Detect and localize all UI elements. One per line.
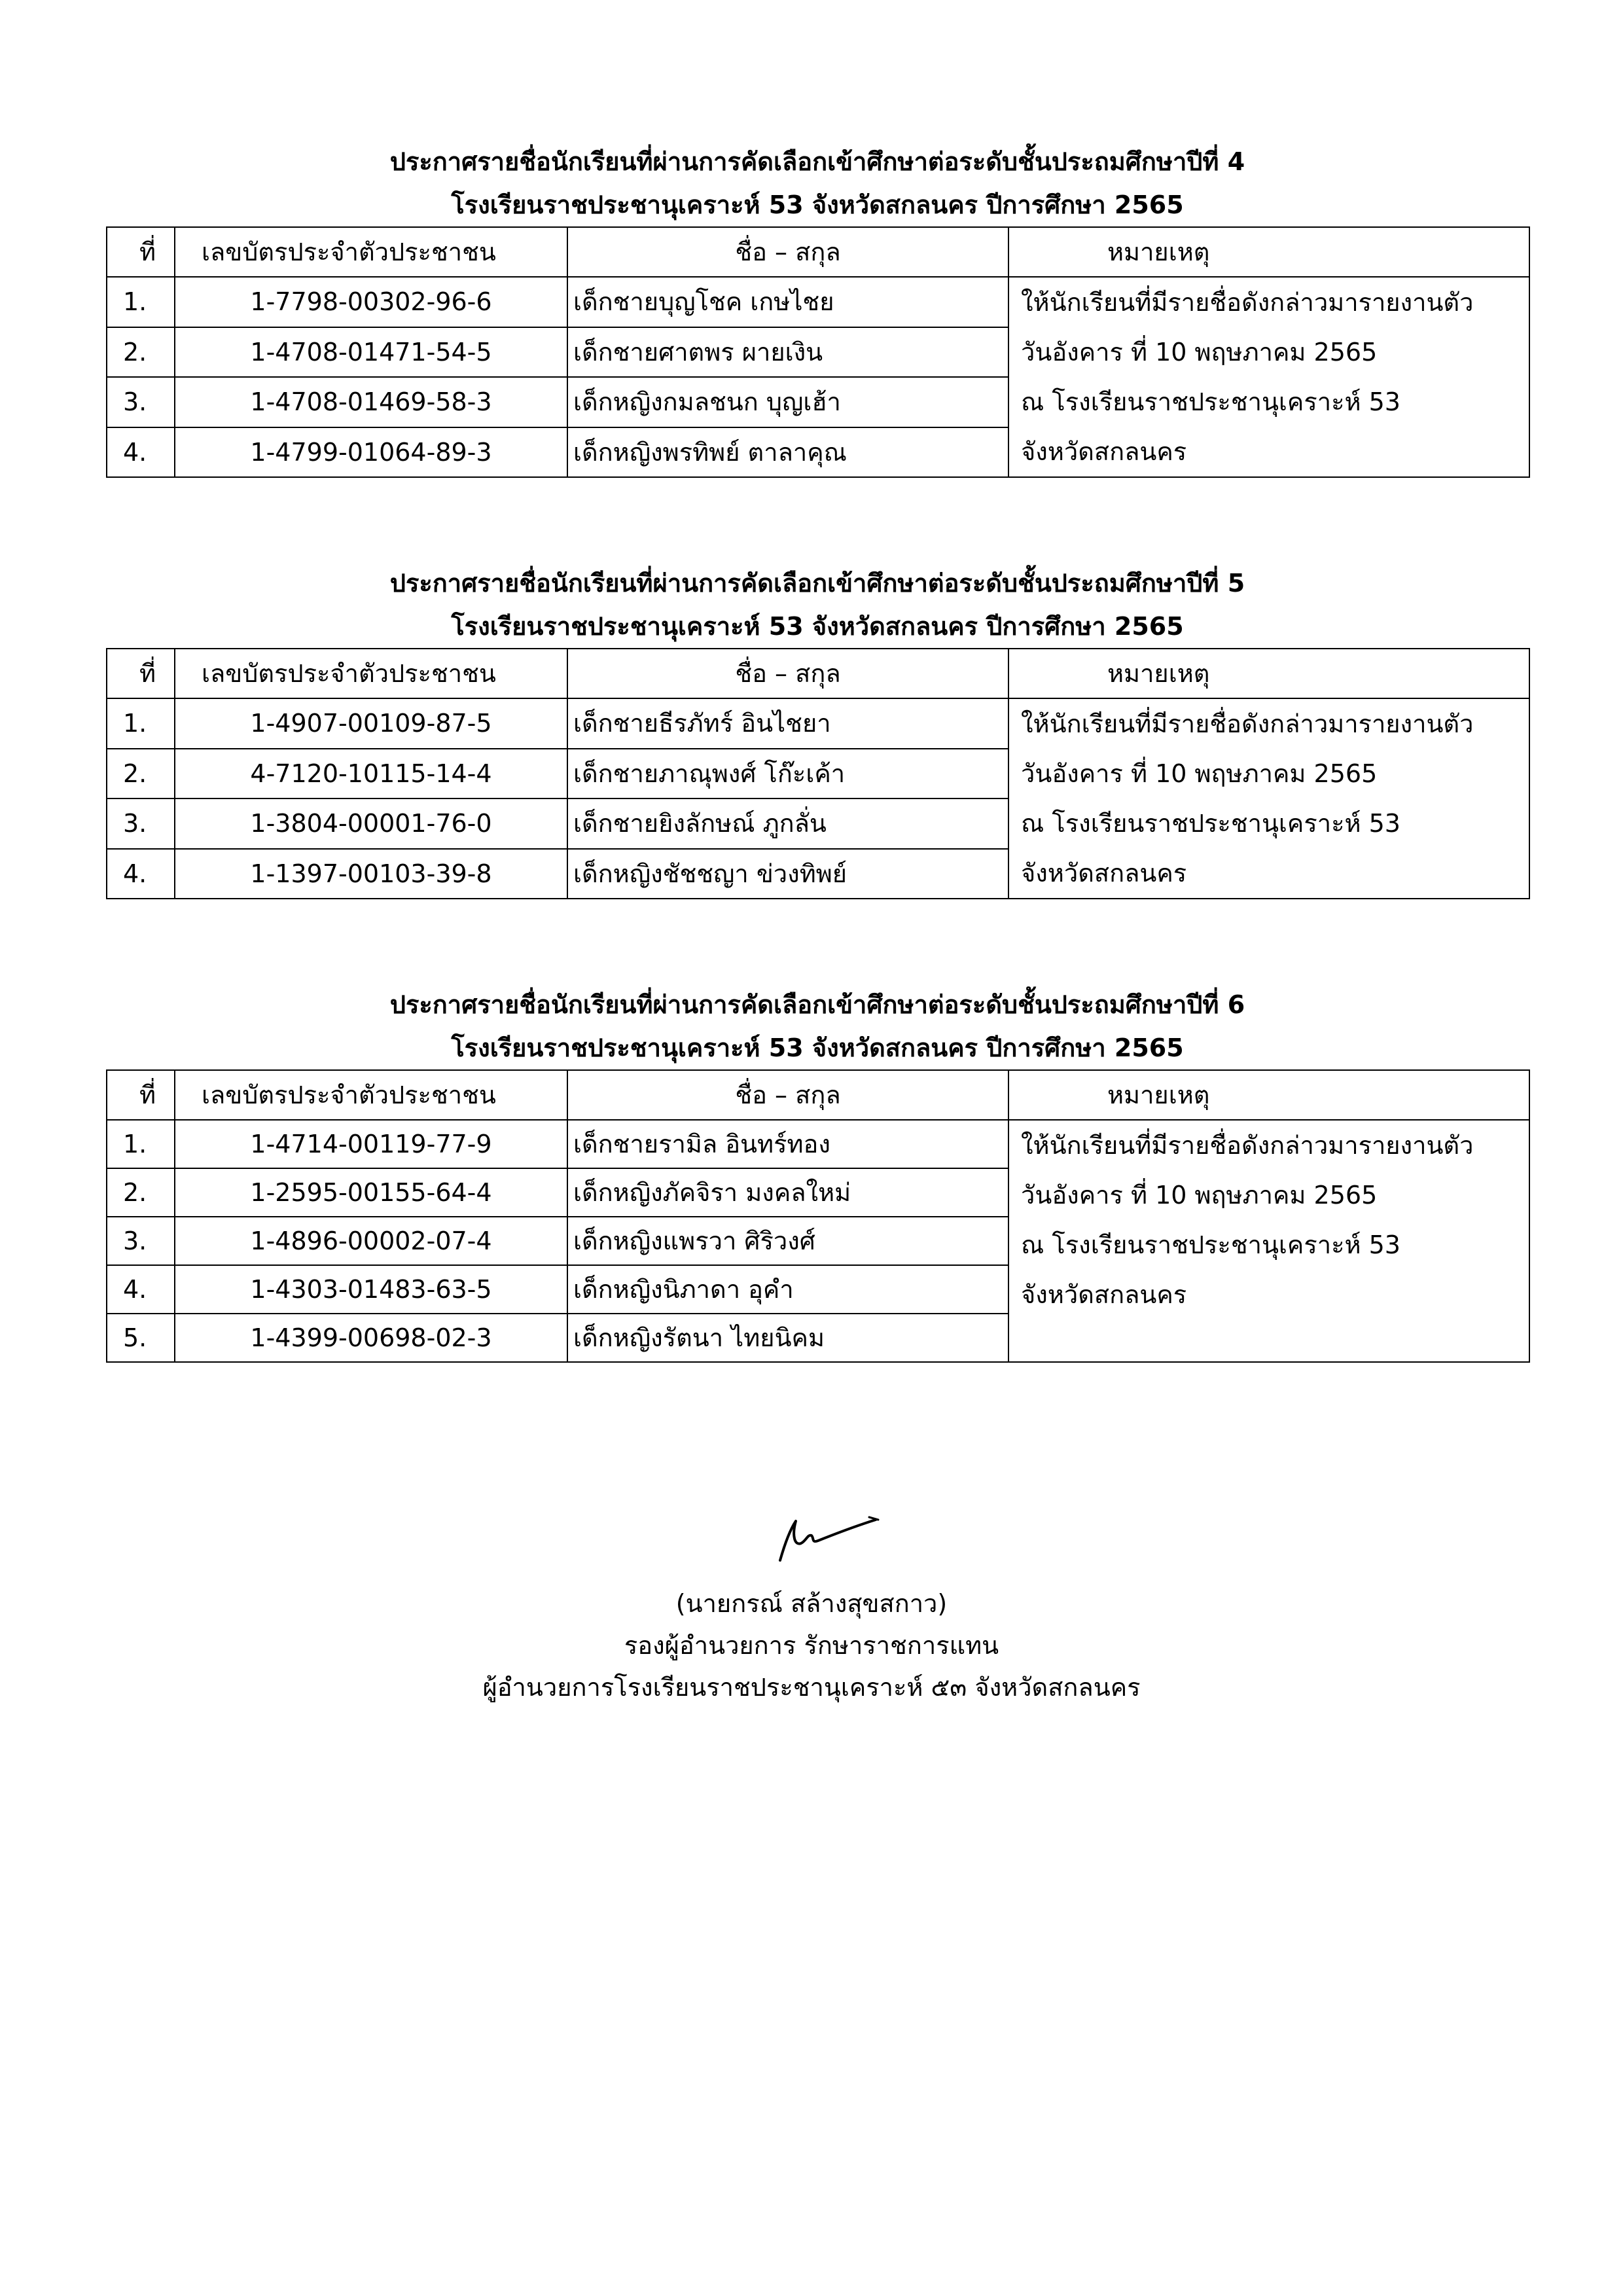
remark-line: วันอังคาร ที่ 10 พฤษภาคม 2565 [1021, 759, 1378, 788]
row-number: 2. [107, 749, 175, 799]
row-id: 4-7120-10115-14-4 [175, 749, 567, 799]
signer-name: (นายกรณ์ สล้างสุขสกาว) [675, 1589, 948, 1618]
remark-line: จังหวัดสกลนคร [1021, 1280, 1187, 1309]
row-name: เด็กชายยิงลักษณ์ ภูกลั่น [567, 798, 1008, 849]
row-id: 1-7798-00302-96-6 [175, 277, 567, 327]
header-remark: หมายเหตุ [1008, 649, 1529, 698]
remark-line: ให้นักเรียนที่มีรายชื่อดังกล่าวมารายงานตัว [1021, 288, 1474, 317]
row-number: 3. [107, 377, 175, 427]
row-number: 5. [107, 1314, 175, 1362]
header-name: ชื่อ – สกุล [567, 227, 1008, 277]
row-name: เด็กชายธีรภัทร์ อินไชยา [567, 698, 1008, 749]
remark-line: จังหวัดสกลนคร [1021, 437, 1187, 466]
row-name: เด็กหญิงพรทิพย์ ตาลาคุณ [567, 427, 1008, 478]
row-name: เด็กหญิงภัคจิรา มงคลใหม่ [567, 1168, 1008, 1217]
row-number: 4. [107, 427, 175, 478]
section-subtitle: โรงเรียนราชประชานุเคราะห์ 53 จังหวัดสกลนคร ปีการศึกษา 2565 [451, 190, 1184, 219]
row-number: 1. [107, 698, 175, 749]
signature-block [0, 1583, 1623, 1708]
row-number: 2. [107, 327, 175, 378]
section-grade-6 [106, 983, 1529, 1363]
remark-line: ให้นักเรียนที่มีรายชื่อดังกล่าวมารายงานตัว [1021, 1131, 1474, 1160]
remark-line: ณ โรงเรียนราชประชานุเคราะห์ 53 [1021, 387, 1400, 416]
header-no: ที่ [107, 227, 175, 277]
row-number: 2. [107, 1168, 175, 1217]
table-header-row [107, 1070, 1529, 1120]
row-id: 1-4303-01483-63-5 [175, 1265, 567, 1314]
table-row [107, 698, 1529, 749]
header-no: ที่ [107, 1070, 175, 1120]
header-no: ที่ [107, 649, 175, 698]
row-name: เด็กชายภาณุพงศ์ โก๊ะเค้า [567, 749, 1008, 799]
table-row [107, 277, 1529, 327]
row-id: 1-4714-00119-77-9 [175, 1120, 567, 1168]
row-id: 1-4896-00002-07-4 [175, 1217, 567, 1265]
table-row [107, 1120, 1529, 1168]
signer-position: รองผู้อำนวยการ รักษาราชการแทน [624, 1631, 999, 1660]
row-id: 1-4708-01471-54-5 [175, 327, 567, 378]
row-number: 3. [107, 1217, 175, 1265]
remark-line: ณ โรงเรียนราชประชานุเคราะห์ 53 [1021, 1230, 1400, 1259]
row-name: เด็กหญิงรัตนา ไทยนิคม [567, 1314, 1008, 1362]
row-name: เด็กหญิงนิภาดา อุคำ [567, 1265, 1008, 1314]
row-number: 1. [107, 277, 175, 327]
remark-line: จังหวัดสกลนคร [1021, 859, 1187, 888]
table-header-row [107, 227, 1529, 277]
handwritten-signature [766, 1503, 883, 1568]
row-name: เด็กชายศาตพร ผายเงิน [567, 327, 1008, 378]
student-table [106, 226, 1530, 478]
section-title: ประกาศรายชื่อนักเรียนที่ผ่านการคัดเลือกเข้าศึกษาต่อระดับชั้นประถมศึกษาปีที่ 5 [389, 569, 1245, 598]
section-title: ประกาศรายชื่อนักเรียนที่ผ่านการคัดเลือกเข้าศึกษาต่อระดับชั้นประถมศึกษาปีที่ 6 [389, 990, 1245, 1019]
header-id: เลขบัตรประจำตัวประชาชน [175, 649, 567, 698]
header-name: ชื่อ – สกุล [567, 649, 1008, 698]
section-subtitle: โรงเรียนราชประชานุเคราะห์ 53 จังหวัดสกลนคร ปีการศึกษา 2565 [451, 1033, 1184, 1062]
header-id: เลขบัตรประจำตัวประชาชน [175, 1070, 567, 1120]
row-id: 1-3804-00001-76-0 [175, 798, 567, 849]
remark-line: ให้นักเรียนที่มีรายชื่อดังกล่าวมารายงานตัว [1021, 709, 1474, 738]
row-id: 1-4708-01469-58-3 [175, 377, 567, 427]
section-title: ประกาศรายชื่อนักเรียนที่ผ่านการคัดเลือกเข้าศึกษาต่อระดับชั้นประถมศึกษาปีที่ 4 [389, 147, 1245, 176]
header-name: ชื่อ – สกุล [567, 1070, 1008, 1120]
remark-cell [1008, 1120, 1529, 1362]
row-name: เด็กชายรามิล อินทร์ทอง [567, 1120, 1008, 1168]
remark-cell [1008, 698, 1529, 899]
row-id: 1-1397-00103-39-8 [175, 849, 567, 899]
row-id: 1-2595-00155-64-4 [175, 1168, 567, 1217]
row-number: 4. [107, 1265, 175, 1314]
student-table [106, 1069, 1530, 1363]
signer-title: ผู้อำนวยการโรงเรียนราชประชานุเคราะห์ ๕๓ จังหวัดสกลนคร [482, 1673, 1141, 1702]
table-header-row [107, 649, 1529, 698]
header-remark: หมายเหตุ [1008, 1070, 1529, 1120]
row-name: เด็กหญิงกมลชนก บุญเฮ้า [567, 377, 1008, 427]
section-grade-4 [106, 140, 1529, 478]
row-number: 1. [107, 1120, 175, 1168]
row-id: 1-4399-00698-02-3 [175, 1314, 567, 1362]
row-name: เด็กชายบุญโชค เกษไชย [567, 277, 1008, 327]
remark-line: วันอังคาร ที่ 10 พฤษภาคม 2565 [1021, 338, 1378, 367]
section-grade-5 [106, 562, 1529, 899]
row-name: เด็กหญิงชัชชญา ข่วงทิพย์ [567, 849, 1008, 899]
row-name: เด็กหญิงแพรวา ศิริวงศ์ [567, 1217, 1008, 1265]
remark-line: ณ โรงเรียนราชประชานุเคราะห์ 53 [1021, 809, 1400, 838]
section-subtitle: โรงเรียนราชประชานุเคราะห์ 53 จังหวัดสกลนคร ปีการศึกษา 2565 [451, 612, 1184, 641]
header-id: เลขบัตรประจำตัวประชาชน [175, 227, 567, 277]
remark-cell [1008, 277, 1529, 477]
student-table [106, 648, 1530, 899]
row-id: 1-4799-01064-89-3 [175, 427, 567, 478]
remark-line: วันอังคาร ที่ 10 พฤษภาคม 2565 [1021, 1181, 1378, 1210]
header-remark: หมายเหตุ [1008, 227, 1529, 277]
row-id: 1-4907-00109-87-5 [175, 698, 567, 749]
row-number: 4. [107, 849, 175, 899]
row-number: 3. [107, 798, 175, 849]
